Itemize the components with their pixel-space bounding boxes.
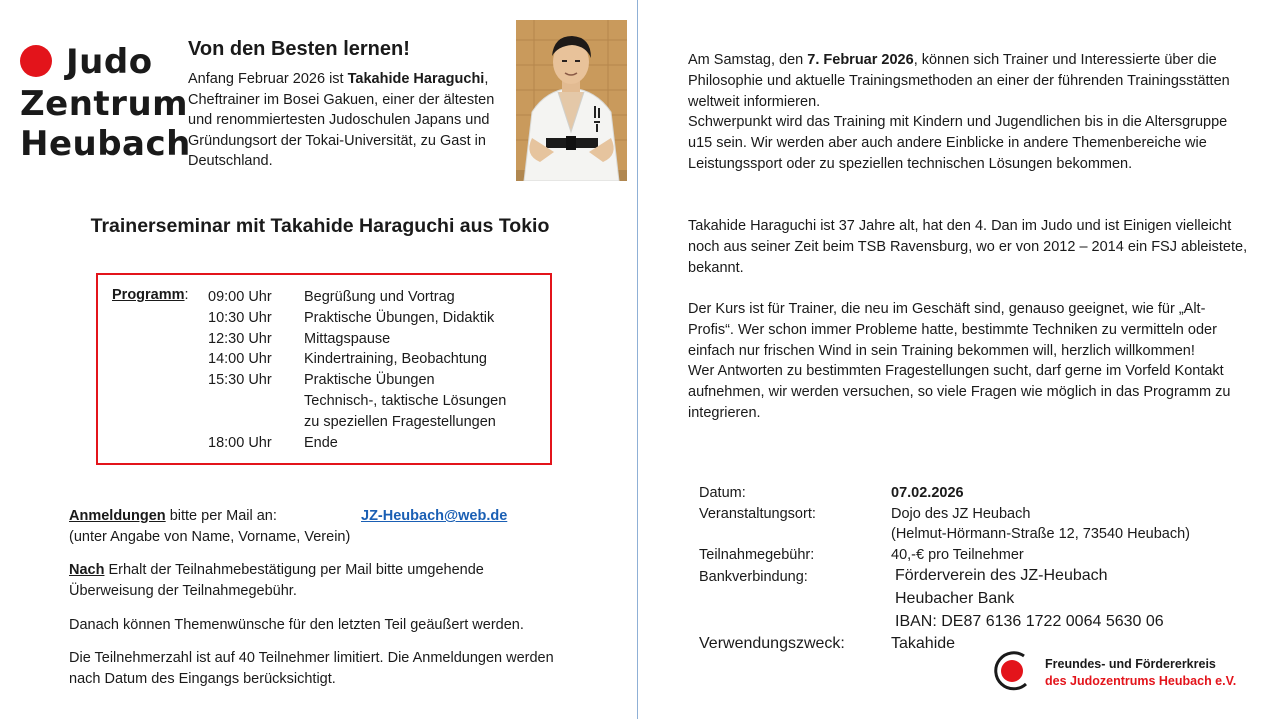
footer-logo-icon bbox=[994, 650, 1032, 692]
program-time: 18:00 Uhr bbox=[208, 434, 272, 451]
program-label-text: Programm bbox=[112, 287, 185, 303]
fee-value: 40,-€ pro Teilnehmer bbox=[891, 547, 1024, 563]
venue-label: Veranstaltungsort: bbox=[699, 506, 816, 522]
payment-text: Erhalt der Teilnahmebestätigung per Mail bitte umgehende Überweisung der Teilnahmegebühr. bbox=[69, 562, 484, 599]
bank-line-2: Heubacher Bank bbox=[895, 590, 1015, 607]
trainer-photo-illustration bbox=[516, 20, 627, 181]
logo-line-3: Heubach bbox=[20, 124, 191, 164]
purpose-label: Verwendungszweck: bbox=[699, 635, 845, 652]
registration-email-link[interactable]: JZ-Heubach@web.de bbox=[361, 508, 508, 524]
program-time: 09:00 Uhr bbox=[208, 289, 272, 305]
right-paragraph-3 bbox=[688, 299, 1248, 424]
program-label bbox=[112, 287, 189, 303]
p1-date: 7. Februar 2026 bbox=[807, 52, 914, 68]
program-row bbox=[208, 412, 548, 433]
program-desc: Ende bbox=[304, 434, 338, 451]
program-row bbox=[208, 433, 548, 454]
program-desc: Begrüßung und Vortrag bbox=[304, 289, 455, 305]
program-desc: Mittagspause bbox=[304, 330, 391, 347]
right-paragraph-1 bbox=[688, 50, 1248, 175]
program-time bbox=[208, 391, 304, 412]
purpose-value: Takahide bbox=[891, 635, 956, 652]
date-label: Datum: bbox=[699, 485, 746, 501]
date-value: 07.02.2026 bbox=[891, 485, 964, 501]
intro-text bbox=[188, 69, 518, 172]
bank-iban: IBAN: DE87 6136 1722 0064 5630 06 bbox=[895, 613, 1164, 630]
program-time bbox=[208, 412, 304, 433]
program-desc: Kindertraining, Beobachtung bbox=[304, 351, 487, 368]
program-desc: zu speziellen Fragestellungen bbox=[304, 413, 496, 430]
column-divider bbox=[637, 0, 638, 719]
payment-note bbox=[69, 560, 569, 601]
program-time: 12:30 Uhr bbox=[208, 330, 272, 347]
p3: Der Kurs ist für Trainer, die neu im Geschäft sind, genauso geeignet, wie für „Alt-Profis“. Wer schon immer Probleme hatte, bestimmte Techniken zu vermitteln oder einfach nur frischen Wind in sein Training bekommen will, herzlich willkommen! bbox=[688, 301, 1217, 359]
logo-line-1: Judo bbox=[66, 42, 153, 82]
p1-post: , können sich Trainer und Interessierte über die Philosophie und aktuelle Trainingsmethoden an einer der führenden Trainingsstätten weltweit informieren. bbox=[688, 52, 1230, 110]
footer-line-2: des Judozentrums Heubach e.V. bbox=[1045, 674, 1237, 688]
program-row bbox=[208, 349, 548, 370]
intro-pre: Anfang Februar 2026 ist bbox=[188, 71, 348, 87]
registration-text: bitte per Mail an: bbox=[165, 508, 277, 524]
footer-line-1: Freundes- und Fördererkreis bbox=[1045, 657, 1216, 671]
limit-note: Die Teilnehmerzahl ist auf 40 Teilnehmer limitiert. Die Anmeldungen werden nach Datum des Eingangs berücksichtigt. bbox=[69, 650, 554, 687]
program-desc: Praktische Übungen, Didaktik bbox=[304, 309, 495, 326]
venue-value: Dojo des JZ Heubach bbox=[891, 506, 1031, 522]
logo-red-dot bbox=[20, 45, 52, 77]
right-paragraph-2: Takahide Haraguchi ist 37 Jahre alt, hat den 4. Dan im Judo und ist Einigen vielleicht noch aus seiner Zeit beim TSB Ravensburg, wo er von 2012 – 2014 ein FSJ ableistete, bekannt. bbox=[688, 218, 1248, 276]
bank-label: Bankverbindung: bbox=[699, 569, 808, 585]
trainer-photo bbox=[516, 20, 627, 181]
registration-lead: Anmeldungen bbox=[69, 508, 166, 524]
fee-label: Teilnahmegebühr: bbox=[699, 547, 815, 563]
program-time: 14:00 Uhr bbox=[208, 351, 272, 368]
seminar-title: Trainerseminar mit Takahide Haraguchi aus Tokio bbox=[90, 215, 550, 237]
program-desc: Technisch-, taktische Lösungen bbox=[304, 392, 507, 409]
program-row bbox=[208, 391, 548, 412]
program-schedule bbox=[208, 287, 548, 453]
registration-note: (unter Angabe von Name, Vorname, Verein) bbox=[69, 528, 351, 545]
program-time: 10:30 Uhr bbox=[208, 309, 272, 326]
program-label-suffix: : bbox=[184, 287, 189, 303]
p1b: Schwerpunkt wird das Training mit Kindern und Jugendlichen bis in die Altersgruppe u15 sein. Wir werden aber auch andere Einblicke in andere Themenbereiche wie Leistungssport oder zu speziellen technischen Lösungen bekommen. bbox=[688, 114, 1228, 172]
bank-line-1: Förderverein des JZ-Heubach bbox=[895, 567, 1108, 584]
program-row bbox=[208, 287, 548, 308]
intro-name: Takahide Haraguchi bbox=[347, 71, 485, 87]
headline: Von den Besten lernen! bbox=[188, 38, 410, 60]
footer-org bbox=[1045, 656, 1236, 690]
program-time: 15:30 Uhr bbox=[208, 372, 272, 389]
intro-post: , Cheftrainer im Bosei Gakuen, einer der ältesten und renommiertesten Judoschulen Japans und Gründungsort der Tokai-Universität, zu Gast in Deutschland. bbox=[188, 71, 495, 169]
p1-pre: Am Samstag, den bbox=[688, 52, 808, 68]
venue-address: (Helmut-Hörmann-Straße 12, 73540 Heubach) bbox=[891, 526, 1190, 542]
program-row bbox=[208, 370, 548, 391]
program-row bbox=[208, 329, 548, 350]
topics-note: Danach können Themenwünsche für den letzten Teil geäußert werden. bbox=[69, 617, 524, 633]
program-desc: Praktische Übungen bbox=[304, 372, 435, 389]
logo-line-2: Zentrum bbox=[20, 84, 189, 124]
program-row bbox=[208, 308, 548, 329]
registration-email-wrap bbox=[361, 506, 507, 527]
payment-lead: Nach bbox=[69, 562, 105, 578]
p3b: Wer Antworten zu bestimmten Fragestellungen sucht, darf gerne im Vorfeld Kontakt aufnehmen, wir werden versuchen, so viele Fragen wie möglich in das Programm zu integrieren. bbox=[688, 363, 1231, 421]
